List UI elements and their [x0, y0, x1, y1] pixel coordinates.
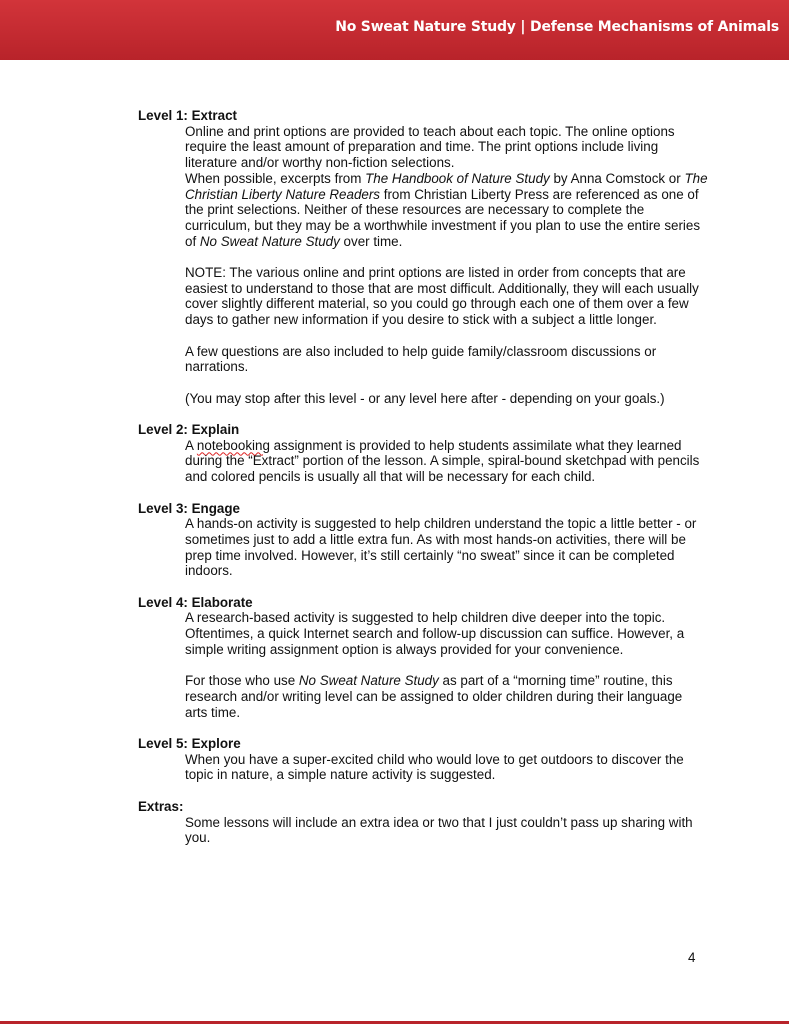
level-4-heading: Level 4: Elaborate	[138, 594, 253, 610]
level-4-body	[185, 610, 708, 720]
level-1-note: NOTE: The various online and print options are listed in order from concepts that are easiest to understand to those that are most difficult. Additionally, they will each usually cover slightly different material, so you could go through each one of them over a few days to gather new information if you desire to stick with a subject a little longer.	[185, 265, 699, 328]
extras-body	[185, 815, 708, 846]
level-3-heading: Level 3: Engage	[138, 500, 240, 516]
level-1-paragraph-stop: (You may stop after this level - or any level here after - depending on your goals.)	[185, 390, 665, 406]
level-1-paragraph-1: Online and print options are provided to teach about each topic. The online options require the least amount of preparation and time. The print options include living literature and/or worthy non-fiction selections.	[185, 123, 675, 171]
level-3-paragraph-1: A hands-on activity is suggested to help children understand the topic a little better - or sometimes just to add a little extra fun. As with most hands-on activities, there will be prep time involved. However, it’s still certainly “no sweat” since it can be completed indoors.	[185, 516, 697, 579]
level-5-heading: Level 5: Explore	[138, 736, 241, 751]
level-1-paragraph-questions: A few questions are also included to help guide family/classroom discussions or narrations.	[185, 343, 657, 375]
level-5-body	[185, 752, 708, 783]
header-topic-title: Defense Mechanisms of Animals	[530, 19, 779, 35]
header-title	[335, 19, 779, 35]
page-content	[138, 108, 708, 846]
level-5-paragraph-1: When you have a super-excited child who would love to get outdoors to discover the topic in nature, a simple nature activity is suggested.	[185, 751, 684, 783]
level-1-body	[185, 124, 708, 407]
level-2-heading: Level 2: Explain	[138, 422, 240, 437]
header-separator: |	[520, 19, 526, 35]
level-4-paragraph-1: A research-based activity is suggested to help children dive deeper into the topic. Oftentimes, a quick Internet search and follow-up discussion can suffice. However, a simple writing assignment option is always provided for your convenience.	[185, 610, 685, 657]
level-1-heading: Level 1: Extract	[138, 108, 237, 123]
level-4-paragraph-2: For those who use No Sweat Nature Study as part of a “morning time” routine, this research and/or writing level can be assigned to older children during their language arts time.	[185, 673, 683, 720]
extras-paragraph-1: Some lessons will include an extra idea or two that I just couldn’t pass up sharing with you.	[185, 814, 693, 846]
level-3-body	[185, 516, 708, 579]
header-bar	[0, 0, 789, 60]
level-1-paragraph-2: When possible, excerpts from The Handbook of Nature Study by Anna Comstock or The Christian Liberty Nature Readers from Christian Liberty Press are referenced as one of the print selections. Neither of these resources are necessary to complete the curriculum, but they may be a worthwhile investment if you plan to use the entire series of No Sweat Nature Study over time.	[185, 170, 708, 249]
page-number: 4	[688, 950, 696, 965]
header-series-title: No Sweat Nature Study	[335, 19, 516, 35]
extras-heading: Extras:	[138, 798, 184, 814]
level-2-body	[185, 438, 708, 485]
spellcheck-word: notebooking	[196, 437, 270, 453]
level-2-paragraph-1: A notebooking assignment is provided to help students assimilate what they learned during the “Extract” portion of the lesson. A simple, spiral-bound sketchpad with pencils and colored pencils is usually all that will be necessary for each child.	[185, 437, 700, 485]
